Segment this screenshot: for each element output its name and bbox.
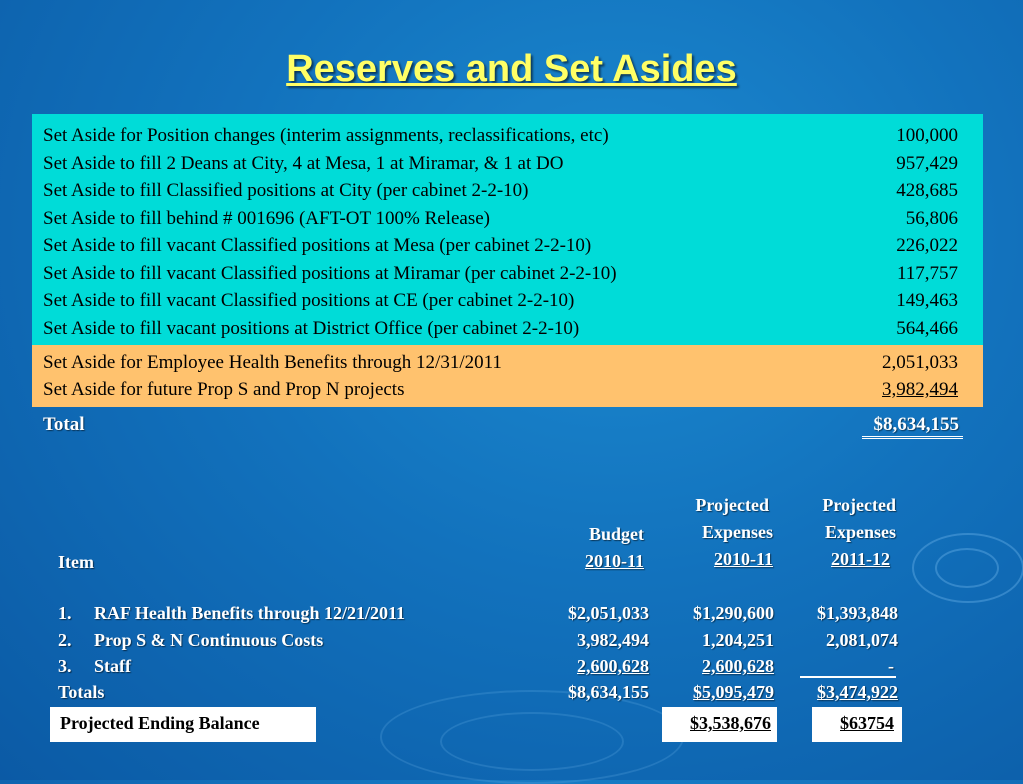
header-budget: Budget 2010-11 xyxy=(584,524,644,571)
set-aside-row: Set Aside to fill vacant Classified positions at CE (per cabinet 2-2-10) 149,463 xyxy=(43,290,958,311)
set-aside-row: Set Aside to fill Classified positions at City (per cabinet 2-2-10) 428,685 xyxy=(43,180,958,201)
table-cell: 1,204,251 xyxy=(702,630,774,650)
total-label: Total xyxy=(43,414,85,435)
ending-balance-2010: $3,538,676 xyxy=(690,713,771,733)
set-aside-row: Set Aside to fill vacant Classified positions at Miramar (per cabinet 2-2-10) 117,757 xyxy=(43,262,958,284)
slide-title: Reserves and Set Asides xyxy=(286,48,737,90)
set-aside-row: Set Aside to fill 2 Deans at City, 4 at Mesa, 1 at Miramar, & 1 at DO 957,429 xyxy=(43,152,958,174)
ending-balance-2011: $63754 xyxy=(840,713,894,733)
totals-proj-2011: $3,474,922 xyxy=(817,682,898,702)
table-cell: $1,290,600 xyxy=(693,603,774,623)
ending-balance-label: Projected Ending Balance xyxy=(60,713,260,733)
ending-balance-label-box xyxy=(50,707,316,742)
total-row xyxy=(43,414,963,439)
set-aside-panel xyxy=(32,114,983,345)
set-aside-row: Set Aside for future Prop S and Prop N projects 3,982,494 xyxy=(43,379,958,400)
table-cell: $1,393,848 xyxy=(817,603,898,623)
table-cell: 2,081,074 xyxy=(826,630,898,650)
ripple-decoration xyxy=(912,533,1023,603)
other-set-aside-panel xyxy=(32,345,983,407)
header-projected-2010: Projected Expenses 2010-11 xyxy=(695,495,773,569)
table-cell: 2,600,628 xyxy=(702,656,774,676)
ending-balance-2011-box xyxy=(812,707,902,742)
table-cell: $2,051,033 xyxy=(568,603,649,623)
set-aside-row: Set Aside to fill vacant positions at District Office (per cabinet 2-2-10) 564,466 xyxy=(43,317,958,339)
set-aside-row: Set Aside for Employee Health Benefits through 12/31/2011 2,051,033 xyxy=(43,352,958,373)
ending-balance-2010-box xyxy=(662,707,777,742)
ripple-decoration xyxy=(440,712,624,771)
table-cell: - xyxy=(800,656,896,678)
table-row-label: 1. RAF Health Benefits through 12/21/2011 xyxy=(58,603,406,623)
header-projected-2011: Projected Expenses 2011-12 xyxy=(822,495,896,569)
table-row-label: 2. Prop S & N Continuous Costs xyxy=(58,630,324,650)
set-aside-row: Set Aside to fill behind # 001696 (AFT-OT 100% Release) 56,806 xyxy=(43,207,958,229)
set-aside-row: Set Aside to fill vacant Classified positions at Mesa (per cabinet 2-2-10) 226,022 xyxy=(43,235,958,256)
table-cell: 2,600,628 xyxy=(577,656,649,676)
totals-budget: $8,634,155 xyxy=(568,682,649,702)
header-item: Item xyxy=(58,552,94,572)
table-row-label: 3. Staff xyxy=(58,656,131,676)
set-aside-row: Set Aside for Position changes (interim assignments, reclassifications, etc) 100,000 xyxy=(43,125,958,146)
totals-label: Totals xyxy=(58,682,105,702)
totals-proj-2010: $5,095,479 xyxy=(693,682,774,702)
table-cell: 3,982,494 xyxy=(577,630,649,650)
total-amount: $8,634,155 xyxy=(862,414,964,439)
